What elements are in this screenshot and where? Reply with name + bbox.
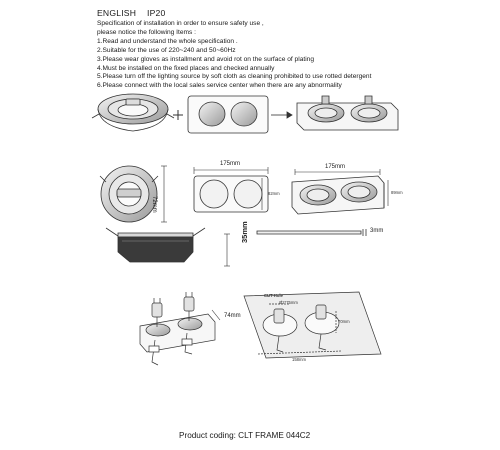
wired-fixture-assembly <box>140 292 215 365</box>
instruction-item: 2.Suitable for the use of 220~240 and 50~60Hz <box>97 46 236 54</box>
double-frame-plate <box>188 96 268 133</box>
frame-height-label: 82mm <box>268 191 280 196</box>
product-coding: Product coding: CLT FRAME 044C2 <box>179 431 311 440</box>
plate-thickness-profile <box>257 229 366 236</box>
arrow-right-icon <box>271 112 292 118</box>
side-profile-view <box>106 228 205 262</box>
instruction-item: 1.Read and understand the whole specification . <box>97 37 238 45</box>
cut-hole-label: CUT-Hole <box>264 293 283 298</box>
cut-hole-diagram <box>244 292 381 358</box>
intro-line: Specification of installation in order to ensure safety use , <box>97 20 264 27</box>
ip-rating: IP20 <box>147 8 166 18</box>
instruction-item: 6.Please connect with the local sales service center when there are any abnormality <box>97 82 342 90</box>
instruction-item: 4.Must be installed on the fixed places and checked annually <box>97 64 275 72</box>
single-fixture-perspective <box>92 94 174 131</box>
single-fixture-front-view <box>100 166 158 222</box>
spacing-label: 74mm <box>224 313 241 319</box>
assembled-fixture-angled-view <box>292 176 384 214</box>
language-heading: ENGLISH <box>97 8 137 18</box>
plus-sign <box>173 110 183 120</box>
depth-label: 35mm <box>240 221 249 243</box>
assembled-height-label: 89mm <box>391 190 403 195</box>
instruction-item: 5.Please turn off the lighting source by soft cloth as cleaning prohibited to use rotted detergent <box>97 73 372 81</box>
spacing-dimension-line <box>212 310 220 320</box>
intro-line: please notice the following Items : <box>97 28 196 36</box>
cut-hole-diameter-label: Ø2*75mm <box>279 300 298 305</box>
frame-width-label: 175mm <box>220 161 241 167</box>
depth-dimension-line <box>224 234 230 266</box>
plate-thickness-label: 3mm <box>370 228 384 234</box>
assembled-double-fixture <box>297 96 398 130</box>
instruction-item: 3.Please wear gloves as installment and avoid rot on the surface of plating <box>97 55 314 63</box>
single-height-label: 72mm <box>151 196 157 213</box>
height-dimension-line <box>161 166 167 222</box>
assembled-width-label: 175mm <box>325 164 346 170</box>
cut-hole-width-label: 158mm <box>292 357 306 362</box>
cut-hole-height-label: 70mm <box>338 319 350 324</box>
width-dimension-line <box>194 167 268 174</box>
frame-plate-front-view <box>194 176 268 212</box>
